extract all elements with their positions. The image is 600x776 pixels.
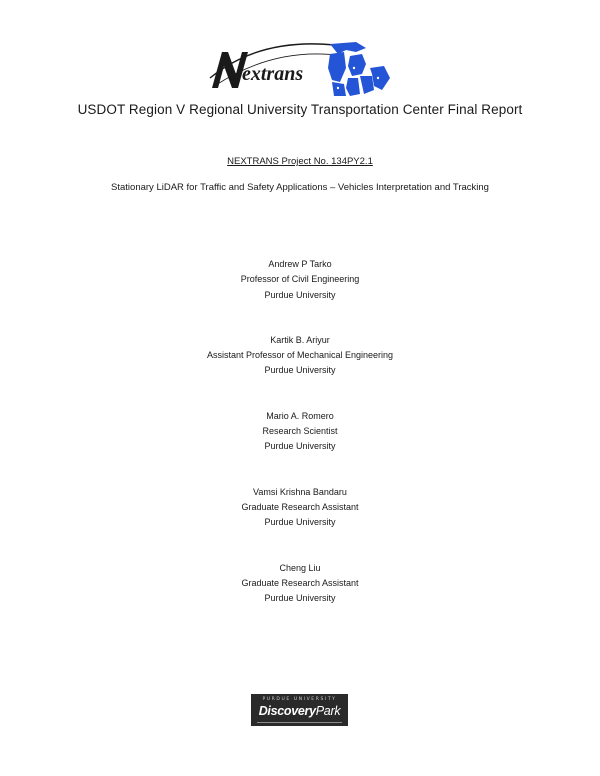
report-title: USDOT Region V Regional University Transportation Center Final Report <box>77 102 523 117</box>
author-block <box>0 257 600 303</box>
author-block <box>0 409 600 455</box>
author-block <box>0 561 600 607</box>
author-name: Kartik B. Ariyur <box>270 334 330 345</box>
discovery-park-logo <box>251 694 348 726</box>
logo-wordmark: extrans <box>242 63 304 85</box>
author-list <box>0 257 600 636</box>
nextrans-logo <box>206 38 396 102</box>
author-name: Mario A. Romero <box>266 410 334 421</box>
project-number-text: NEXTRANS Project No. 134PY2.1 <box>227 156 373 167</box>
project-number <box>0 156 600 167</box>
author-block <box>0 333 600 379</box>
author-name: Andrew P Tarko <box>268 259 332 269</box>
project-title: Stationary LiDAR for Traffic and Safety Applications – Vehicles Interpretation and Tracking <box>111 182 489 193</box>
author-name: Cheng Liu <box>279 562 321 573</box>
discovery-park-logo-main: Discovery <box>258 704 316 718</box>
discovery-park-logo-rule <box>257 722 342 723</box>
region-map <box>328 42 390 96</box>
author-affiliation: Purdue University <box>264 365 336 376</box>
author-block <box>0 485 600 531</box>
author-affiliation: Purdue University <box>264 593 336 604</box>
author-affiliation: Purdue University <box>264 517 336 528</box>
author-title: Graduate Research Assistant <box>241 501 359 512</box>
author-name: Vamsi Krishna Bandaru <box>253 486 347 497</box>
author-affiliation: Purdue University <box>264 289 336 300</box>
discovery-park-logo-sub: Park <box>315 704 341 718</box>
discovery-park-logo-university: PURDUE UNIVERSITY <box>262 697 337 702</box>
author-title: Professor of Civil Engineering <box>240 274 360 285</box>
author-title: Graduate Research Assistant <box>241 577 359 588</box>
author-title: Assistant Professor of Mechanical Engineering <box>206 350 394 361</box>
discovery-park-logo-wordmark <box>251 704 348 718</box>
author-title: Research Scientist <box>262 426 338 437</box>
nextrans-logo-graphic <box>206 38 396 102</box>
author-affiliation: Purdue University <box>264 441 336 452</box>
